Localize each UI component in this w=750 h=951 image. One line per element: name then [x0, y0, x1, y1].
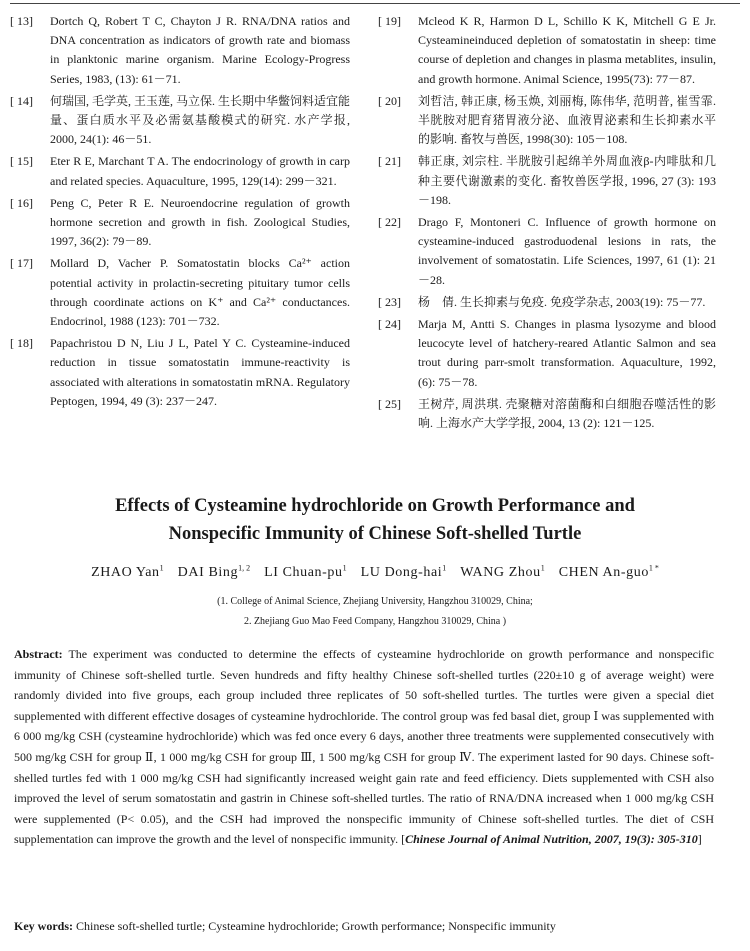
reference-text: Dortch Q, Robert T C, Chayton J R. RNA/DNA ratios and DNA concentration as indicators of growth rate and biomass in planktonic marine organism. Marine Ecology-Progress Series, 1983, (13): 61－71.: [50, 14, 350, 86]
author: [264, 565, 347, 580]
author-name: LI Chuan-pu: [264, 564, 343, 580]
journal-citation: Chinese Journal of Animal Nutrition, 2007, 19(3): 305-310: [405, 832, 698, 847]
reference-text: 何瑞国, 毛学英, 王玉莲, 马立保. 生长期中华鳖饲料适宜能量、蛋白质水平及必需氨基酸模式的研究. 水产学报, 2000, 24(1): 46－51.: [50, 93, 351, 147]
reference-number: [ 25]: [378, 396, 401, 411]
author: [178, 565, 250, 580]
reference-text: Papachristou D N, Liu J L, Patel Y C. Cysteamine-induced reduction in tissue somatostatin immune-reactivity is associated with alterations in somatostatin mRNA. Regulatory Peptogen, 1994, 49 (3): 237－247.: [50, 336, 350, 408]
reference-item: [10, 194, 350, 252]
reference-item: [10, 152, 350, 190]
reference-text: Eter R E, Marchant T A. The endocrinology of growth in carp and related species. Aquaculture, 1995, 129(14): 299－321.: [50, 154, 350, 188]
reference-item: [10, 254, 350, 331]
keywords-text: Chinese soft-shelled turtle; Cysteamine hydrochloride; Growth performance; Nonspecific immunity: [73, 919, 556, 933]
reference-number: [ 17]: [10, 256, 33, 271]
reference-text: Marja M, Antti S. Changes in plasma lysozyme and blood leucocyte level of hatchery-reared Atlantic Salmon and sea trout during parr-smolt transformation. Aquaculture, 1992, (6): 75－78.: [418, 317, 716, 389]
keywords-label: Key words:: [14, 919, 73, 933]
references-right-column: [378, 12, 716, 436]
top-rule: [10, 3, 740, 4]
author-affiliation-marker: 1: [540, 563, 545, 572]
reference-text: Mollard D, Vacher P. Somatostatin blocks Ca²⁺ action potential activity in prolactin-secreting pituitary tumor cells through coordinate actions on K⁺ and Ca²⁺ conductances. Endocrinol, 1988 (123): 701－732.: [50, 256, 350, 329]
article-title-line-1: Effects of Cysteamine hydrochloride on Growth Performance and: [115, 496, 635, 516]
reference-number: [ 16]: [10, 195, 33, 210]
reference-number: [ 21]: [378, 154, 401, 169]
reference-item: [378, 152, 716, 210]
author: [559, 565, 659, 580]
reference-item: [10, 334, 350, 411]
abstract-label: Abstract:: [14, 647, 63, 661]
abstract-text: The experiment was conducted to determine the effects of cysteamine hydrochloride on growth performance and nonspecific immunity of Chinese soft-shelled turtle. Seven hundreds and fifty healthy Chinese soft-shelled turtles (220±10 g of average weight) were randomly divided into five groups, each group included three replicates of 50 soft-shelled turtles. The turtles were given a special diet supplemented with different effective dosages of cysteamine hydrochloride. The control group was fed basal diet, group Ⅰ was supplemented with 6 000 mg/kg CSH (cysteamine hydrochloride) which was fed once every 6 days, another three treatments were supplemented consecutively with 500 mg/kg CSH for group Ⅱ, 1 000 mg/kg CSH for group Ⅲ, 1 500 mg/kg CSH for group Ⅳ. The experiment lasted for 90 days. Chinese soft-shelled turtles fed with 1 000 mg/kg CSH had significantly increased weight gain rate and feed efficiency. Diets supplemented with CSH also improved the level of serum somatostatin and gastrin in Chinese soft-shelled turtles. The ratio of RNA/DNA increased when 1 000 mg/kg CSH were supplemented (P< 0.05), and the CSH had improved the nonspecific immunity of Chinese soft-shelled turtles. The diet of CSH supplementation can improve the growth and the level of nonspecific immunity. [: [14, 647, 714, 847]
author-affiliation-marker: 1: [159, 563, 164, 572]
article-title: [0, 492, 750, 548]
reference-number: [ 20]: [378, 93, 401, 108]
author-affiliation-marker: 1 *: [648, 563, 659, 572]
author-name: DAI Bing: [177, 564, 239, 580]
author-affiliation-marker: 1: [342, 563, 347, 572]
reference-item: [10, 12, 350, 89]
author-name: ZHAO Yan: [91, 564, 160, 580]
author-name: LU Dong-hai: [360, 564, 443, 580]
abstract-close-bracket: ]: [697, 832, 702, 847]
author-list: [0, 563, 750, 581]
reference-item: [10, 92, 350, 150]
reference-text: 王树芹, 周洪琪. 壳聚糖对溶菌酶和白细胞吞噬活性的影响. 上海水产大学学报, 2004, 13 (2): 121－125.: [418, 396, 716, 431]
author-name: CHEN An-guo: [558, 564, 649, 580]
affiliations: [0, 592, 750, 632]
abstract: [14, 644, 714, 850]
reference-number: [ 22]: [378, 215, 401, 230]
reference-number: [ 13]: [10, 14, 33, 28]
reference-text: Mcleod K R, Harmon D L, Schillo K K, Mitchell G E Jr. Cysteamineinduced depletion of somatostatin in sheep: time course of depletion and changes in plasma metablites, insulin, and growth hormone. Animal Science, 1995(73): 77－87.: [418, 14, 716, 86]
reference-item: [378, 12, 716, 89]
reference-item: [378, 315, 716, 392]
reference-item: [378, 213, 716, 290]
author: [91, 565, 164, 580]
author-name: WANG Zhou: [460, 564, 541, 580]
reference-text: Peng C, Peter R E. Neuroendocrine regulation of growth hormone secretion and growth in fish. Zoological Studies, 1997, 36(2): 79－89.: [50, 195, 350, 249]
reference-text: 韩正康, 刘宗柱. 半胱胺引起绵羊外周血液β-内啡肽和几种主要代谢激素的变化. 畜牧兽医学报, 1996, 27 (3): 193－198.: [418, 154, 716, 207]
reference-number: [ 14]: [10, 93, 33, 108]
reference-number: [ 19]: [378, 14, 401, 28]
reference-text: Drago F, Montoneri C. Influence of growth hormone on cysteamine-induced gastroduodenal lesions in rats, the involvement of somatostatin. Life Sciences, 1997, 61 (1): 21－28.: [418, 215, 716, 287]
affiliation-1: (1. College of Animal Science, Zhejiang University, Hangzhou 310029, China;: [217, 596, 533, 607]
reference-number: [ 18]: [10, 336, 33, 351]
reference-text: 刘哲洁, 韩正康, 杨玉焕, 刘丽梅, 陈伟华, 范明普, 崔雪霏. 半胱胺对肥育猪胃液分泌、血液胃泌素和生长抑素水平的影响. 畜牧与兽医, 1998(30): 105－108.: [418, 93, 716, 147]
reference-item: [378, 293, 716, 312]
author: [361, 565, 447, 580]
reference-number: [ 15]: [10, 154, 33, 169]
author: [460, 565, 544, 580]
affiliation-2: 2. Zhejiang Guo Mao Feed Company, Hangzhou 310029, China ): [243, 616, 507, 627]
references-left-column: [10, 12, 350, 414]
author-affiliation-marker: 1, 2: [238, 563, 251, 572]
author-affiliation-marker: 1: [442, 563, 447, 572]
reference-text: 杨 倩. 生长抑素与免疫. 免疫学杂志, 2003(19): 75－77.: [418, 294, 706, 309]
keywords: [14, 916, 714, 936]
reference-item: [378, 92, 716, 150]
reference-number: [ 23]: [378, 294, 401, 309]
article-title-line-2: Nonspecific Immunity of Chinese Soft-shelled Turtle: [168, 524, 582, 544]
reference-number: [ 24]: [378, 317, 401, 332]
reference-item: [378, 395, 716, 433]
